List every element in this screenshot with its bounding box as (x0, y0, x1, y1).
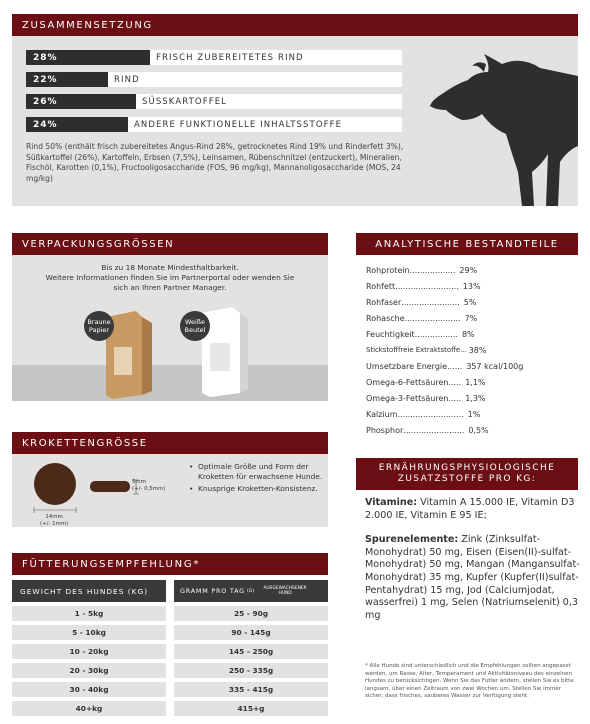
composition-label: RIND (108, 72, 402, 87)
bull-icon (422, 54, 578, 206)
kibble-features (188, 462, 324, 497)
grams-header-label: GRAMM PRO TAG (180, 587, 245, 595)
height-label (132, 479, 165, 492)
leader-dots: ........................ (403, 425, 465, 435)
nutrient-name: Feuchtigkeit (366, 329, 415, 339)
list-item: • Optimale Größe und Form der Kroketten für erwachsene Hunde. (188, 462, 324, 481)
list-item (366, 360, 523, 372)
leader-dots: .................. (409, 265, 456, 275)
leader-dots: ......................... (395, 281, 459, 291)
height-tolerance: (+/- 0,5mm) (132, 485, 166, 492)
list-item (366, 424, 489, 436)
grams-column-header (174, 580, 328, 602)
nutrient-name: Rohfaser (366, 297, 402, 307)
leader-dots: ...................... (404, 313, 461, 323)
nutrient-value: 0,5% (468, 425, 489, 435)
composition-percent: 28% (26, 50, 150, 65)
width-tolerance: (+/- 1mm) (40, 520, 69, 527)
width-value: 14mm (45, 514, 63, 520)
weight-cell: 1 - 5kg (12, 606, 166, 621)
partner-info-text: Weitere Informationen finden Sie im Partnerportal oder wenden Sie sich an Ihren Partner Manager. (45, 273, 295, 292)
grams-cell: 335 - 415g (174, 682, 328, 697)
nutrient-name: Omega-6-Fettsäuren (366, 377, 449, 387)
grams-cell: 90 - 145g (174, 625, 328, 640)
packaging-title: VERPACKUNGSGRÖSSEN (12, 233, 328, 255)
leader-dots: ....................... (401, 297, 460, 307)
kibble-size-title: KROKETTENGRÖSSE (12, 432, 328, 454)
leader-dots: ...... (447, 361, 463, 371)
composition-label: SÜSSKARTOFFEL (136, 94, 402, 109)
list-item (366, 408, 480, 420)
shelf-life-text: Bis zu 18 Monate Mindesthaltbarkeit. (101, 263, 239, 272)
packaging-panel (12, 255, 328, 401)
packaging-text (12, 263, 328, 293)
nutrient-name: Umsetzbare Energie (366, 361, 448, 371)
nutrient-name: Omega-3-Fettsäuren (366, 393, 449, 403)
list-item (366, 344, 486, 356)
vitamins-text: Vitamin A 15.000 IE, Vitamin D3 2.000 IE, Vitamin E 95 IE; (365, 497, 575, 521)
leader-dots: ................. (414, 329, 458, 339)
leader-dots: ..... (448, 393, 462, 403)
additives-title (356, 458, 578, 490)
composition-percent: 22% (26, 72, 108, 87)
weight-column-header: GEWICHT DES HUNDES (KG) (12, 580, 166, 602)
list-item (366, 392, 486, 404)
grams-cell: 250 - 335g (174, 663, 328, 678)
nutrient-name: Rohprotein (366, 265, 410, 275)
weight-cell: 5 - 10kg (12, 625, 166, 640)
weight-cell: 20 - 30kg (12, 663, 166, 678)
nutrient-value: 29% (459, 265, 478, 275)
white-bag-badge: Weiße Beutel (180, 311, 210, 341)
weight-cell: 40+kg (12, 701, 166, 716)
list-item (366, 264, 477, 276)
analytical-title: ANALYTISCHE BESTANDTEILE (356, 233, 578, 255)
composition-row (26, 72, 402, 87)
grams-cell: 415+g (174, 701, 328, 716)
composition-row (26, 50, 402, 65)
leader-dots: ..... (448, 377, 462, 387)
composition-percent: 24% (26, 117, 128, 132)
composition-percent: 26% (26, 94, 136, 109)
kibble-size-panel (12, 454, 328, 527)
height-value: 5mm (132, 479, 146, 485)
trace-elements-label: Spurenelemente: (365, 534, 459, 546)
list-item (366, 376, 486, 388)
additives-text (365, 497, 583, 622)
nutrient-name: Rohasche (366, 313, 405, 323)
feeding-title: FÜTTERUNGSEMPFEHLUNG* (12, 553, 328, 575)
composition-label: ANDERE FUNKTIONELLE INHALTSSTOFFE (128, 117, 402, 132)
composition-label: FRISCH ZUBEREITETES RIND (150, 50, 402, 65)
composition-panel (12, 14, 578, 206)
composition-row (26, 117, 402, 132)
leader-dots: ... (460, 346, 467, 354)
width-label (40, 514, 68, 527)
grams-header-sub: AUSGEWACHSENER HUND (263, 585, 307, 596)
brown-paper-badge: Braune Papier (84, 311, 114, 341)
nutrient-value: 7% (464, 313, 478, 323)
additives-title-line1: ERNÄHRUNGSPHYSIOLOGISCHE (378, 463, 556, 473)
nutrient-value: 1,3% (465, 393, 486, 403)
nutrient-value: 13% (462, 281, 481, 291)
nutrient-value: 38% (468, 345, 487, 355)
list-item: • Knusprige Kroketten-Konsistenz. (188, 484, 324, 494)
weight-cell: 30 - 40kg (12, 682, 166, 697)
nutrient-value: 1,1% (465, 377, 486, 387)
list-item (366, 312, 477, 324)
list-item (366, 296, 476, 308)
nutrient-value: 5% (463, 297, 477, 307)
composition-row (26, 94, 402, 109)
nutrient-value: 357 kcal/100g (466, 361, 524, 371)
nutrient-name: Stickstofffreie Extraktstoffe (366, 346, 461, 354)
nutrient-name: Rohfett (366, 281, 396, 291)
vitamins-label: Vitamine: (365, 497, 418, 508)
feeding-footnote: * Alle Hunde sind unterschiedlich und die Empfehlungen sollten angepasst werden, um Rasse, Alter, Temperament und Aktivitätsniveau des einzelnen Hundes zu berücksichtigen. Wenn Sie das Futter ändern, stellen Sie es bitte langsam, über einen Zeitraum von zwei Wochen um. Stellen Sie immer sicher, dass frisches, sauberes Wasser zur Verfügung steht. (365, 663, 574, 699)
nutrient-name: Phosphor (366, 425, 404, 435)
grams-header-unit: (G) (246, 588, 255, 594)
list-item (366, 280, 481, 292)
nutrient-value: 8% (461, 329, 475, 339)
composition-description: Rind 50% (enthält frisch zubereitetes Angus-Rind 28%, getrocknetes Rind 19% und Rinderfett 3%), Süßkartoffel (26%), Kartoffeln, Erbsen (7,5%), Leinsamen, Rübenschnitzel (entzuckert), Mineralien, Fischöl, Karotten (0,1%), Fructooligosaccharide (FOS, 96 mg/kg), Mannanoligosaccharide (MOS, 24 mg/kg) (26, 142, 404, 183)
leader-dots: .......................... (397, 409, 464, 419)
weight-cell: 10 - 20kg (12, 644, 166, 659)
composition-title: ZUSAMMENSETZUNG (12, 14, 578, 36)
additives-title-line2: ZUSATZSTOFFE PRO KG: (397, 474, 537, 484)
nutrient-value: 1% (467, 409, 481, 419)
nutrient-name: Kalzium (366, 409, 398, 419)
list-item (366, 328, 475, 340)
grams-cell: 25 - 90g (174, 606, 328, 621)
trace-elements-text: Zink (Zinksulfat-Monohydrat) 50 mg, Eisen (Eisen(II)-sulfat-Monohydrat) 50 mg, Mangan (Mangansulfat-Monohydrat) 35 mg, Kupfer (Kupfer(II)sulfat-Pentahydrat) 15 mg, Jod (Calciumjodat, wasserfrei) 1 mg, Selen (Natriumselenit) 0,3 mg (365, 534, 580, 621)
grams-cell: 145 - 250g (174, 644, 328, 659)
